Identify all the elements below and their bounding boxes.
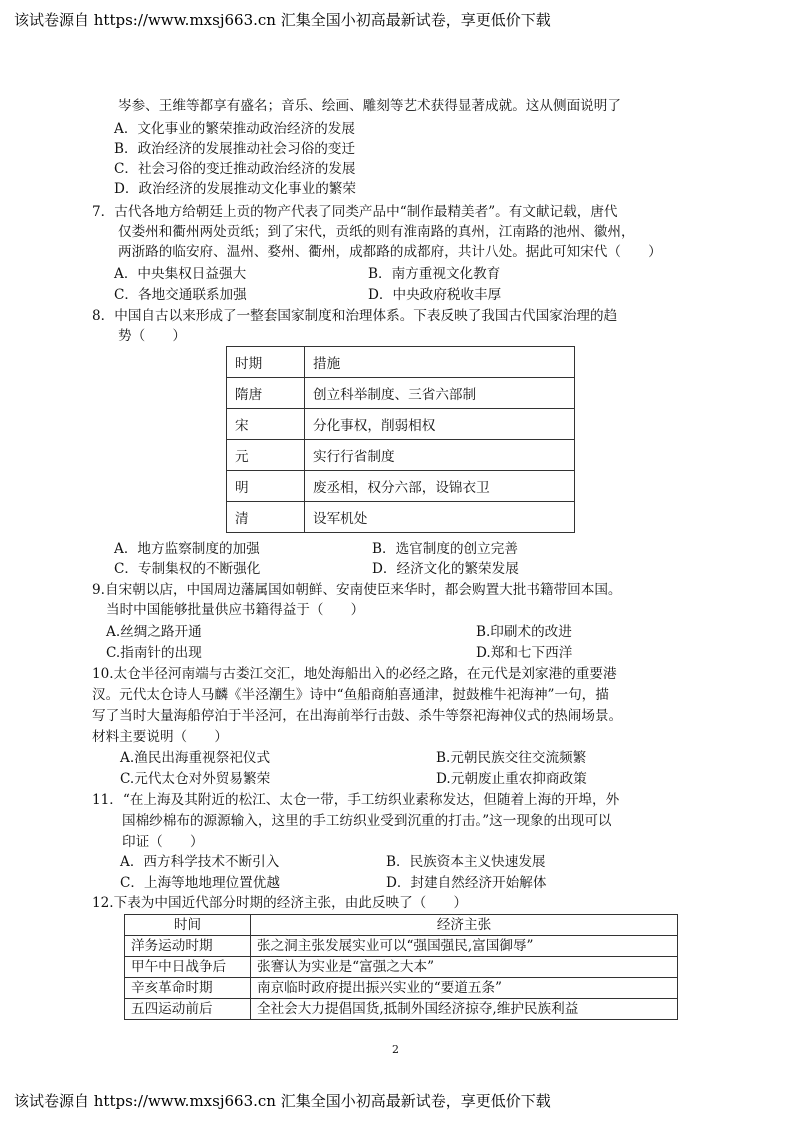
- q10-stem-line-3: 写了当时大量海船停泊于半泾河，在出海前举行击鼓、杀牛等祭祀海神仪式的热闹场景。: [92, 708, 623, 724]
- table-cell: 隋唐: [227, 378, 305, 409]
- table-row: [227, 347, 575, 378]
- q10-stem-line-1: 10.太仓半径河南端与古娄江交汇，地处海船出入的必经之路，在元代是刘家港的重要港: [92, 666, 617, 682]
- q8-stem-line-1: 8．中国自古以来形成了一整套国家制度和治理体系。下表反映了我国古代国家治理的趋: [92, 308, 618, 324]
- q8-option-a: A．地方监察制度的加强: [114, 541, 260, 557]
- table-cell: 洋务运动时期: [125, 936, 251, 957]
- table-header-cell: 时间: [125, 915, 251, 936]
- q7-option-b: B．南方重视文化教育: [368, 266, 501, 282]
- q7-stem-line-1: 7．古代各地方给朝廷上贡的物产代表了同类产品中“制作最精美者”。有文献记载，唐代: [92, 204, 618, 220]
- table-cell: 实行行省制度: [305, 440, 575, 471]
- table-row: [227, 502, 575, 533]
- q7-option-c: C．各地交通联系加强: [114, 287, 247, 303]
- q7-stem-line-2: 仅娄州和衢州两处贡纸；到了宋代，贡纸的则有淮南路的真州，江南路的池州、徽州，: [118, 224, 635, 240]
- table-cell: 张之洞主张发展实业可以“强国强民,富国御辱”: [251, 936, 678, 957]
- q6-option-b: B．政治经济的发展推动社会习俗的变迁: [114, 141, 356, 157]
- table-row: [125, 957, 678, 978]
- q11-stem-line-3: 印证（ ）: [122, 834, 204, 850]
- page-number: 2: [392, 1043, 399, 1056]
- table-cell: 元: [227, 440, 305, 471]
- table-row: [227, 440, 575, 471]
- q6-option-a: A．文化事业的繁荣推动政治经济的发展: [114, 121, 355, 137]
- table-cell: 全社会大力提倡国货,抵制外国经济掠夺,维护民族利益: [251, 999, 678, 1020]
- q9-stem-line-2: 当时中国能够批量供应书籍得益于（ ）: [106, 602, 365, 618]
- table-header-cell: 经济主张: [251, 915, 678, 936]
- table-cell: 清: [227, 502, 305, 533]
- q8-option-c: C．专制集权的不断强化: [114, 561, 261, 577]
- q10-option-b: B.元朝民族交往交流频繁: [436, 750, 587, 766]
- q10-stem-line-4: 材料主要说明（ ）: [92, 729, 228, 745]
- q11-stem-line-2: 国棉纱棉布的源源输入，这里的手工纺织业受到沉重的打击。”这一现象的出现可以: [122, 813, 612, 829]
- table-cell: 南京临时政府提出振兴实业的“要道五条”: [251, 978, 678, 999]
- q8-option-b: B．选官制度的创立完善: [372, 541, 518, 557]
- table-cell: 设军机处: [305, 502, 575, 533]
- table-row: [227, 471, 575, 502]
- q10-option-c: C.元代太仓对外贸易繁荣: [120, 771, 271, 787]
- table-header-cell: 措施: [305, 347, 575, 378]
- table-cell: 宋: [227, 409, 305, 440]
- q8-stem-line-2: 势（ ）: [118, 328, 186, 344]
- q11-option-b: B．民族资本主义快速发展: [386, 854, 546, 870]
- q7-option-d: D．中央政府税收丰厚: [368, 287, 502, 303]
- q6-option-d: D．政治经济的发展推动文化事业的繁荣: [114, 181, 356, 197]
- q9-option-b: B.印刷术的改进: [476, 624, 572, 640]
- q7-option-a: A．中央集权日益强大: [114, 266, 247, 282]
- q12-economic-table: [124, 914, 678, 1020]
- q11-option-a: A．西方科学技术不断引入: [120, 854, 280, 870]
- table-cell: 五四运动前后: [125, 999, 251, 1020]
- table-row: [125, 915, 678, 936]
- q8-option-d: D．经济文化的繁荣发展: [372, 561, 519, 577]
- table-cell: 创立科举制度、三省六部制: [305, 378, 575, 409]
- q11-option-d: D．封建自然经济开始解体: [386, 875, 547, 891]
- q9-option-c: C.指南针的出现: [106, 645, 202, 661]
- page-header-watermark: 该试卷源自 https://www.mxsj663.cn 汇集全国小初高最新试卷，享更低价下载: [14, 11, 551, 29]
- q8-governance-table: [226, 346, 575, 533]
- table-cell: 废丞相，权分六部，设锦衣卫: [305, 471, 575, 502]
- q9-option-a: A.丝绸之路开通: [106, 624, 202, 640]
- table-row: [227, 378, 575, 409]
- page-footer-watermark: 该试卷源自 https://www.mxsj663.cn 汇集全国小初高最新试卷，享更低价下载: [14, 1092, 551, 1110]
- q12-stem: 12.下表为中国近代部分时期的经济主张，由此反映了（ ）: [92, 895, 468, 911]
- table-row: [227, 409, 575, 440]
- q10-option-a: A.渔民出海重视祭祀仪式: [120, 750, 271, 766]
- q9-option-d: D.郑和七下西洋: [476, 645, 573, 661]
- table-cell: 辛亥革命时期: [125, 978, 251, 999]
- table-row: [125, 999, 678, 1020]
- q6-stem-continuation: 岑参、王维等都享有盛名；音乐、绘画、雕刻等艺术获得显著成就。这从侧面说明了: [118, 98, 621, 114]
- q11-option-c: C．上海等地地理位置优越: [120, 875, 280, 891]
- table-cell: 张謇认为实业是“富强之大本”: [251, 957, 678, 978]
- q7-stem-line-3: 两浙路的临安府、温州、婺州、衢州，成都路的成都府，共计八处。据此可知宋代（ ）: [118, 244, 662, 260]
- q11-stem-line-1: 11．“在上海及其附近的松江、太仓一带，手工纺织业素称发达，但随着上海的开埠，外: [92, 792, 620, 808]
- q6-option-c: C．社会习俗的变迁推动政治经济的发展: [114, 161, 356, 177]
- table-cell: 甲午中日战争后: [125, 957, 251, 978]
- table-cell: 明: [227, 471, 305, 502]
- table-header-cell: 时期: [227, 347, 305, 378]
- table-row: [125, 936, 678, 957]
- q10-stem-line-2: 汊。元代太仓诗人马麟《半泾潮生》诗中“鱼船商舶喜通津，挝鼓椎牛祀海神”一句，描: [92, 687, 609, 703]
- table-cell: 分化事权，削弱相权: [305, 409, 575, 440]
- table-row: [125, 978, 678, 999]
- q10-option-d: D.元朝废止重农抑商政策: [436, 771, 587, 787]
- q9-stem-line-1: 9.自宋朝以店，中国周边藩属国如朝鲜、安南使臣来华时，都会购置大批书籍带回本国。: [92, 582, 622, 598]
